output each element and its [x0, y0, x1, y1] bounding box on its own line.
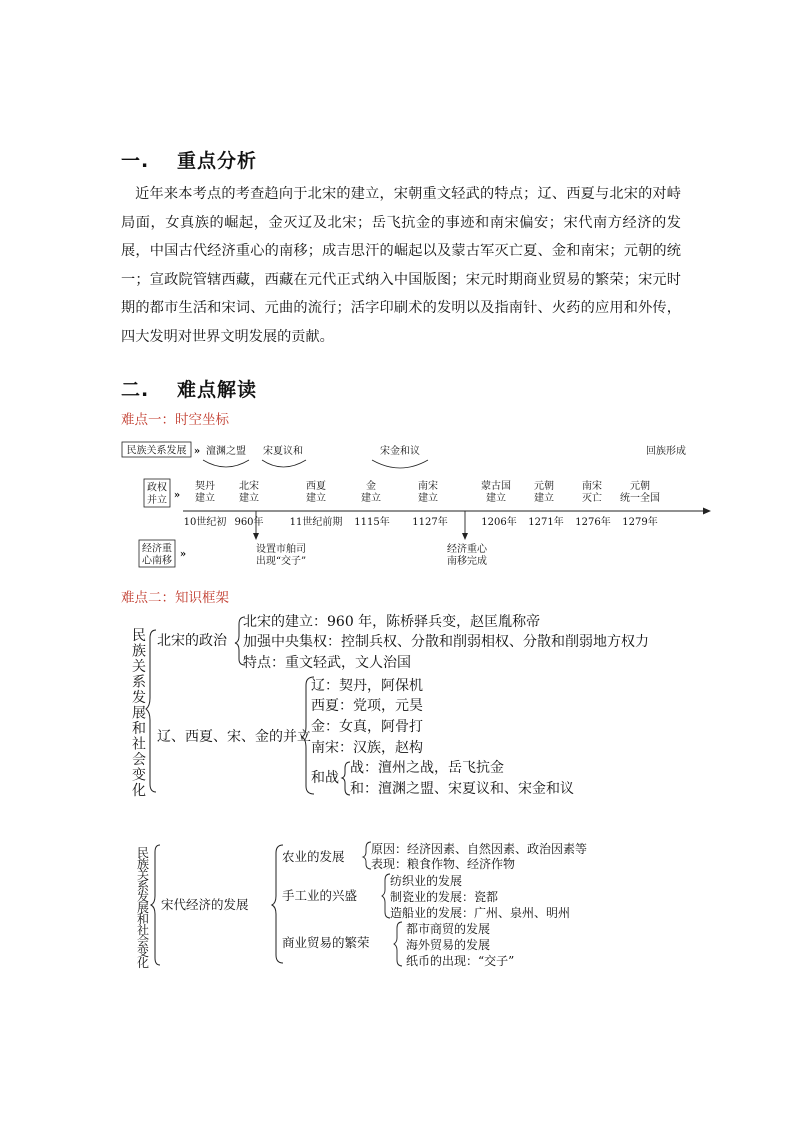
- framework-2-label: 宋代经济的发展: [161, 897, 249, 912]
- framework-2-root-char: 发: [136, 890, 150, 904]
- regime-2-line2: 建立: [306, 493, 326, 504]
- framework-2-commerce-item-2: 纸币的出现：“交子”: [406, 954, 515, 968]
- framework-2-commerce-item-1: 海外贸易的发展: [406, 938, 491, 952]
- framework-2-handicraft-item-0: 纺织业的发展: [390, 874, 463, 888]
- section-2-title: 难点解读: [177, 379, 258, 401]
- regime-8-line2: 统一全国: [620, 493, 660, 504]
- regime-label-line2: 并立: [147, 495, 167, 506]
- framework-2-commerce-item-0: 都市商贸的发展: [406, 922, 491, 936]
- framework-1-war-item: 战：澶州之战，岳飞抗金: [350, 760, 504, 776]
- regime-5-line1: 蒙古国: [481, 481, 511, 492]
- framework-2-handicraft-item-2: 造船业的发展：广州、泉州、明州: [390, 906, 571, 920]
- econ-event-1-line2: 南移完成: [447, 556, 487, 567]
- regime-0-line2: 建立: [195, 493, 215, 504]
- regime-3-line2: 建立: [361, 493, 381, 504]
- year-label-6: 1271年: [528, 517, 564, 528]
- regime-4-line2: 建立: [418, 493, 438, 504]
- framework-2-agriculture-label: 农业的发展: [282, 849, 345, 864]
- regime-4-line1: 南宋: [418, 481, 438, 492]
- framework-1-root-char: 社: [132, 736, 146, 753]
- year-label-1: 960年: [234, 517, 264, 528]
- event-chanyuan: 澶渊之盟: [206, 446, 246, 457]
- regime-6-line2: 建立: [534, 493, 554, 504]
- framework-1-root-char: 系: [132, 674, 146, 691]
- section-1-title: 重点分析: [177, 150, 258, 172]
- regime-7-line1: 南宋: [582, 481, 602, 492]
- framework-2-root-char: 变: [136, 945, 150, 959]
- framework-1-branch-2-item-2: 金：女真，阿骨打: [311, 719, 423, 735]
- difficulty-2-label: 难点二：知识框架: [121, 590, 229, 606]
- arrow-icon: »: [179, 549, 187, 560]
- econ-event-0-line2: 出现“交子”: [255, 556, 307, 567]
- regime-1-line2: 建立: [239, 493, 259, 504]
- regime-5-line2: 建立: [486, 493, 506, 504]
- econ-event-0-line1: 设置市舶司: [256, 544, 306, 555]
- year-label-7: 1276年: [575, 517, 611, 528]
- year-label-3: 1115年: [354, 517, 390, 528]
- framework-2-handicraft-brace: [382, 874, 390, 918]
- framework-1-root-char: 化: [132, 783, 146, 799]
- framework-2-root-char: 社: [136, 923, 150, 937]
- framework-1-root-char: 民: [132, 628, 146, 644]
- year-label-4: 1127年: [412, 517, 448, 528]
- framework-1-root-char: 关: [132, 659, 146, 675]
- difficulty-1-label: 难点一：时空坐标: [121, 412, 229, 428]
- framework-2-agriculture-brace: [363, 842, 371, 869]
- event-song-xia: 宋夏议和: [263, 446, 303, 457]
- framework-2-main-brace: [151, 845, 160, 965]
- regime-label-line1: 政权: [147, 482, 167, 494]
- regime-0-line1: 契丹: [195, 481, 215, 492]
- analysis-paragraph-text: 近年来本考点的考查趋向于北宋的建立，宋朝重文轻武的特点；辽、西夏与北宋的对峙局面，女真族的崛起，金灭辽及北宋；岳飞抗金的事迹和南宋偏安；宋代南方经济的发展，中国古代经济重心的南移；成吉思汗的崛起以及蒙古军灭亡夏、金和南宋；元朝的统一；宣政院管辖西藏，西藏在元代正式纳入中国版图；宋元时期商业贸易的繁荣；宋元时期的都市生活和宋词、元曲的流行；活字印刷术的发明以及指南针、火药的应用和外传，四大发明对世界文明发展的贡献。: [121, 186, 681, 345]
- econ-label-line1: 经济重: [142, 543, 172, 555]
- framework-2-handicraft-label: 手工业的兴盛: [282, 888, 358, 903]
- regime-3-line1: 金: [366, 481, 376, 492]
- framework-1-branch-1-item-1: 加强中央集权：控制兵权、分散和削弱相权、分散和削弱地方权力: [243, 634, 649, 650]
- ethnic-relations-label: 民族关系发展: [126, 445, 187, 457]
- framework-2-root-char: 会: [136, 934, 150, 948]
- arrow-icon: »: [173, 490, 181, 501]
- framework-2-commerce-brace: [394, 922, 402, 966]
- framework-1-root-char: 展: [132, 705, 146, 722]
- year-label-8: 1279年: [622, 517, 658, 528]
- framework-2-agriculture-item-0: 原因：经济因素、自然因素、政治因素等: [371, 842, 588, 856]
- framework-2-root-char: 和: [136, 912, 150, 926]
- framework-1-root-char: 发: [132, 690, 146, 706]
- framework-1-branch-1-item-2: 特点：重文轻武，文人治国: [243, 655, 411, 671]
- year-label-2: 11世纪前期: [289, 517, 343, 528]
- framework-1-branch-1-label: 北宋的政治: [157, 633, 227, 649]
- framework-1-branch-2-item-3: 南宋：汉族，赵构: [311, 740, 423, 756]
- regime-6-line1: 元朝: [534, 481, 554, 492]
- framework-2-handicraft-item-1: 制瓷业的发展：瓷都: [390, 890, 499, 904]
- arrow-icon: »: [193, 446, 201, 457]
- econ-label-line2: 心南移: [142, 555, 172, 567]
- framework-2-root-char: 化: [136, 956, 150, 970]
- regime-8-line1: 元朝: [630, 481, 650, 492]
- framework-2-root-char: 族: [136, 857, 150, 871]
- section-2-number: 二.: [121, 379, 150, 401]
- framework-1-root-char: 和: [132, 721, 146, 737]
- framework-2-root-char: 展: [136, 901, 150, 915]
- framework-2-root-char: 系: [136, 879, 150, 893]
- framework-2-root-char: 关: [136, 868, 150, 882]
- framework-2-agriculture-item-1: 表现：粮食作物、经济作物: [371, 857, 516, 871]
- framework-1-branch-2-label: 辽、西夏、宋、金的并立: [157, 729, 311, 745]
- regime-1-line1: 北宋: [239, 481, 259, 492]
- framework-2-commerce-label: 商业贸易的繁荣: [282, 935, 370, 950]
- year-label-0: 10世纪初: [183, 517, 227, 528]
- regime-7-line2: 灭亡: [582, 493, 602, 504]
- framework-2-root: [137, 846, 149, 970]
- section-1-number: 一.: [121, 150, 150, 172]
- event-huizu: 回族形成: [646, 446, 686, 457]
- framework-1-branch-2-item-1: 西夏：党项，元昊: [311, 698, 423, 714]
- econ-event-1-line1: 经济重心: [447, 544, 487, 555]
- framework-1-root-char: 变: [132, 767, 146, 784]
- framework-1-root-char: 族: [132, 643, 146, 660]
- framework-1-branch-2-item-0: 辽：契丹，阿保机: [311, 678, 423, 694]
- year-label-5: 1206年: [481, 517, 517, 528]
- framework-1-root-char: 会: [132, 752, 146, 768]
- framework-2-root-char: 民: [136, 846, 150, 860]
- framework-1-war-peace-label: 和战: [311, 770, 339, 786]
- regime-2-line1: 西夏: [306, 481, 326, 492]
- framework-1-branch-1-item-0: 北宋的建立：960 年，陈桥驿兵变，赵匡胤称帝: [243, 614, 541, 630]
- framework-1-peace-item: 和：澶渊之盟、宋夏议和、宋金和议: [350, 781, 574, 797]
- event-song-jin: 宋金和议: [380, 446, 420, 457]
